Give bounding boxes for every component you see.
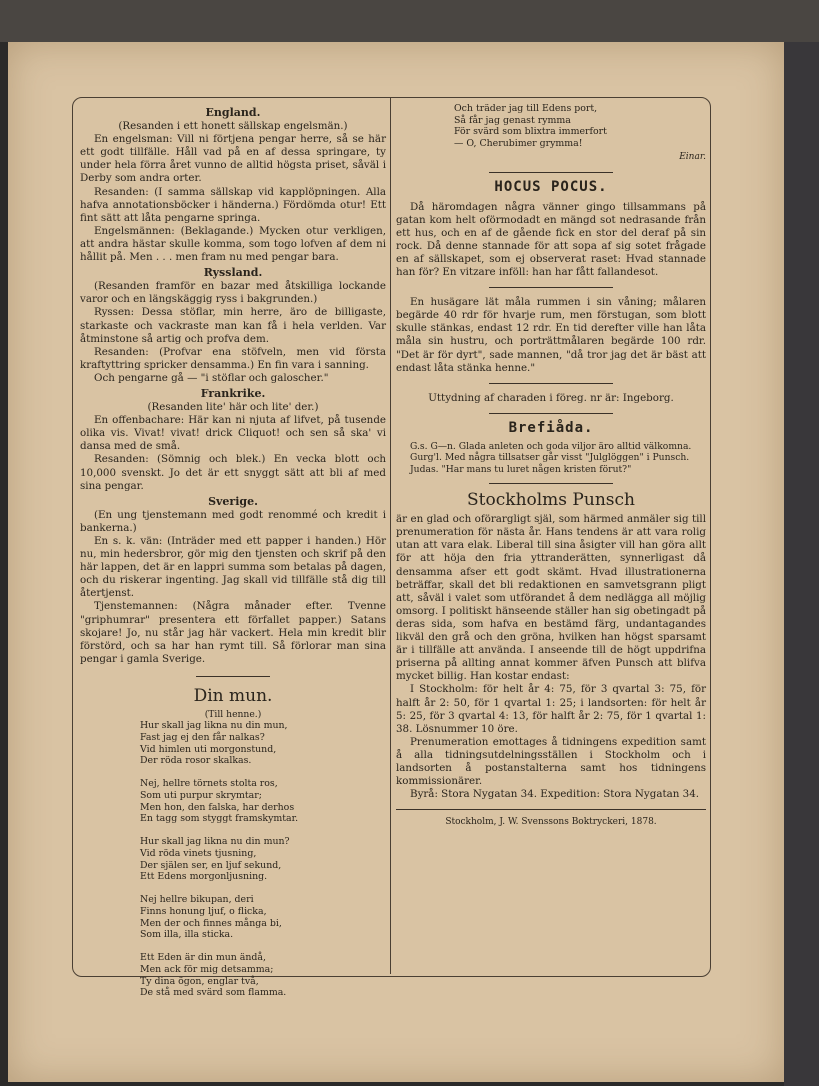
column-divider (390, 98, 391, 974)
sverige-para: En s. k. vän: (Inträder med ett papper i handen.) Hör nu, min hedersbror, gör mig den tjensten och skrif på den här lappen, det är en lappri summa som betalas på dagen, och du riskerar ingenting. Jag skall vid tillfälle stå dig till återtjenst. (80, 535, 386, 600)
poem-line: Som illa, illa sticka. (140, 929, 234, 941)
punsch-para: Byrå: Stora Nygatan 34. Expedition: Stora Nygatan 34. (410, 788, 700, 801)
ornament-divider (80, 672, 386, 680)
hocus-para: Då häromdagen några vänner gingo tillsammans på gatan kom helt oförmodadt en mängd sot nedrasande från ett hus, och en af de gående fick en stor del deraf på sin rock. Då denne stannade för att sopa af sig sotet frågade en af sällskapet, som ej observerat raset: Hvad stannade han för? En vitzare inföll: han har fått fallandesot. (396, 200, 706, 279)
punsch-para: I Stockholm: för helt år 4: 75, för 3 qvartal 3: 75, för halft år 2: 50, för 1 qvartal 1: 25; i landsorten: för helt år 5: 25, för 3 qvartal 4: 13, för halft år 2: 75, för 1 qvartal 1: 38. Lösnummer 10 öre. (396, 683, 706, 735)
hocus-para: En husägare lät måla rummen i sin våning; målaren begärde 40 rdr för hvarje rum, men förstugan, som blott skulle stänkas, endast 12 rdr. En tid derefter ville han låta måla sin hustru, och porträttmålaren begärde 100 rdr. "Det är för dyrt", sade mannen, "då tror jag det är bäst att endast låta stänka henne." (396, 296, 706, 374)
poem-line (140, 767, 386, 779)
poem-line: För svärd som blixtra immerfort (454, 126, 607, 138)
poem-line (140, 883, 386, 895)
poem-line: Ett Eden är din mun ändå, (140, 952, 266, 964)
punsch-para: Prenumeration emottages å tidningens expedition samt å alla tidningsutdelningsställen i Stockholm och i landsorten å postanstalterna samt hos tidningens kommissionärer. (396, 735, 706, 788)
separator-line (489, 287, 613, 288)
england-para: Resanden: (I samma sällskap vid kapplöpningen. Alla hafva annotationsböcker i händerna.) Fördömda otur! Ett fint sätt att låta pengarne springa. (80, 185, 386, 224)
poem-line: Ty dina ögon, englar två, (140, 975, 259, 987)
poem-line: Der röda rosor skalkas. (140, 755, 252, 767)
poem-body (80, 720, 386, 998)
england-para: (Resanden i ett honett sällskap engelsmän.) (118, 120, 348, 133)
poem-line: Hur skall jag likna nu din mun? (140, 836, 290, 848)
poem-line: De stå med svärd som flamma. (140, 987, 287, 999)
scan-right-edge (784, 42, 819, 1086)
poem-line: Men ack för mig detsamma; (140, 963, 274, 975)
brev-line: Gurg'l. Med några tillsatser går visst "Julglöggen" i Punsch. (410, 452, 690, 464)
poem-line: Nej hellre bikupan, deri (140, 894, 254, 906)
frankrike-para: Resanden: (Sömnig och blek.) En vecka blott och 10,000 svenskt. Jo det är ett snyggt sätt att bli af med sina pengar. (80, 453, 386, 492)
separator-line (489, 172, 613, 173)
poem-signature: Einar. (679, 152, 706, 163)
poem-continuation (396, 103, 706, 149)
poem-line: — O, Cherubimer grymma! (454, 137, 583, 149)
sverige-heading: Sverige. (208, 494, 258, 508)
frankrike-para: (Resanden lite' här och lite' der.) (147, 401, 319, 414)
left-column (80, 104, 386, 1007)
brev-line: G.s. G—n. Glada anleten och goda viljor äro alltid välkomna. (410, 440, 692, 452)
sverige-para: Tjenstemannen: (Några månader efter. Tvenne "griphumrar" presentera ett förfallet papper.) Satans skojare! Jo, nu står jag här vackert. Hela min kredit blir förstörd, och sa har han rymt till. Så förlorar man sina pengar i gamla Sverige. (80, 600, 386, 665)
hocus-pocus-heading: HOCUS POCUS. (494, 179, 608, 196)
poem-line: Der själen ser, en ljuf sekund, (140, 859, 282, 871)
poem-line: Vid röda vinets tjusning, (140, 847, 257, 859)
separator-line (489, 483, 613, 484)
brevlada-heading: Brefiåda. (508, 419, 594, 436)
poem-line: Finns honung ljuf, o flicka, (140, 905, 267, 917)
poem-subtitle: (Till henne.) (204, 709, 262, 721)
punsch-para: är en glad och oförargligt själ, som härmed anmäler sig till prenumeration för nästa år. Hans tendens är att vara rolig utan att vara elak. Liberal till sina åsigter vill han göra allt för att höja den fria yttranderätten, synnerligast då densamma afser ett godt skämt. Hvad illustrationerna beträffar, skall det bli redaktionen en samvetsgrann pligt att, såväl i valet som utförandet å dem nedlägga all möjlig omsorg. I politiskt hänseende ställer han sig obetingadt på deras sida, som hafva en bestämd färg, undantagandes likväl den grå och den gröna, hvilken han högst sparsamt är i tillfälle att använda. I anseende till de högt uppdrifna priserna på allting annat kommer äfven Punsch att blifva mycket billig. Han kostar endast: (396, 513, 706, 683)
poem-line: En tagg som styggt framskymtar. (140, 813, 299, 825)
ryssland-para: Ryssen: Dessa stöflar, min herre, äro de billigaste, starkaste och vackraste man kan få i hela verlden. Var åtminstone så artig och profva dem. (80, 306, 386, 345)
separator-line (489, 383, 613, 384)
ryssland-para: Resanden: (Profvar ena stöfveln, men vid första kraftyttring spricker densamma.) En fin vara i sanning. (80, 345, 386, 371)
ryssland-para: Och pengarne gå — "i stöflar och galoscher." (94, 371, 329, 384)
poem-line: Som uti purpur skrymtar; (140, 790, 262, 801)
right-column (396, 103, 706, 829)
poem-line: Ett Edens morgonljusning. (140, 871, 268, 883)
poem-line: Men hon, den falska, har derhos (140, 801, 295, 813)
poem-line: Så får jag genast rymma (454, 114, 571, 126)
england-heading: England. (205, 106, 261, 119)
poem-line: Vid himlen uti morgonstund, (140, 743, 277, 755)
poem-line: Men der och finnes många bi, (140, 917, 282, 929)
england-para: Engelsmännen: (Beklagande.) Mycken otur verkligen, att andra hästar skulle komma, som togo lofven af dem ni hållit på. Men . . . men fram nu med pengar bara. (80, 224, 386, 264)
sverige-para: (En ung tjenstemann med godt renommé och kredit i bankerna.) (80, 508, 386, 534)
separator-line (489, 413, 613, 414)
ryssland-para: (Resanden framför en bazar med åtskilliga lockande varor och en längskäggig ryss i bakgrunden.) (80, 280, 386, 306)
charad-answer: Uttydning af charaden i föreg. nr är: Ingeborg. (428, 391, 674, 404)
scan-top-edge (0, 0, 819, 42)
poem-line: Nej, hellre törnets stolta ros, (140, 778, 278, 790)
poem-line: Fast jag ej den får nalkas? (140, 732, 265, 744)
poem-title: Din mun. (193, 685, 273, 706)
printer-footer: Stockholm, J. W. Svenssons Boktryckeri, 1878. (396, 809, 706, 829)
frankrike-heading: Frankrike. (200, 386, 266, 400)
punsch-heading: Stockholms Punsch (467, 490, 635, 511)
brev-line: Judas. "Har mans tu luret någen kristen förut?" (410, 463, 632, 475)
ryssland-heading: Ryssland. (203, 266, 263, 280)
poem-line: Hur skall jag likna nu din mun, (140, 720, 288, 732)
poem-line (140, 825, 386, 837)
poem-line (140, 941, 386, 953)
england-para: En engelsman: Vill ni förtjena pengar herre, så se här ett godt tillfälle. Håll vad på en af dessa springare, ty under hela förra året vunno de alltid högsta priset, såväl i Derby som andra orter. (80, 133, 386, 185)
poem-line: Och träder jag till Edens port, (454, 103, 598, 114)
frankrike-para: En offenbachare: Här kan ni njuta af lifvet, på tusende olika vis. Vivat! vivat! drick Cliquot! och sen så ska' vi dansa med de små. (80, 414, 386, 453)
